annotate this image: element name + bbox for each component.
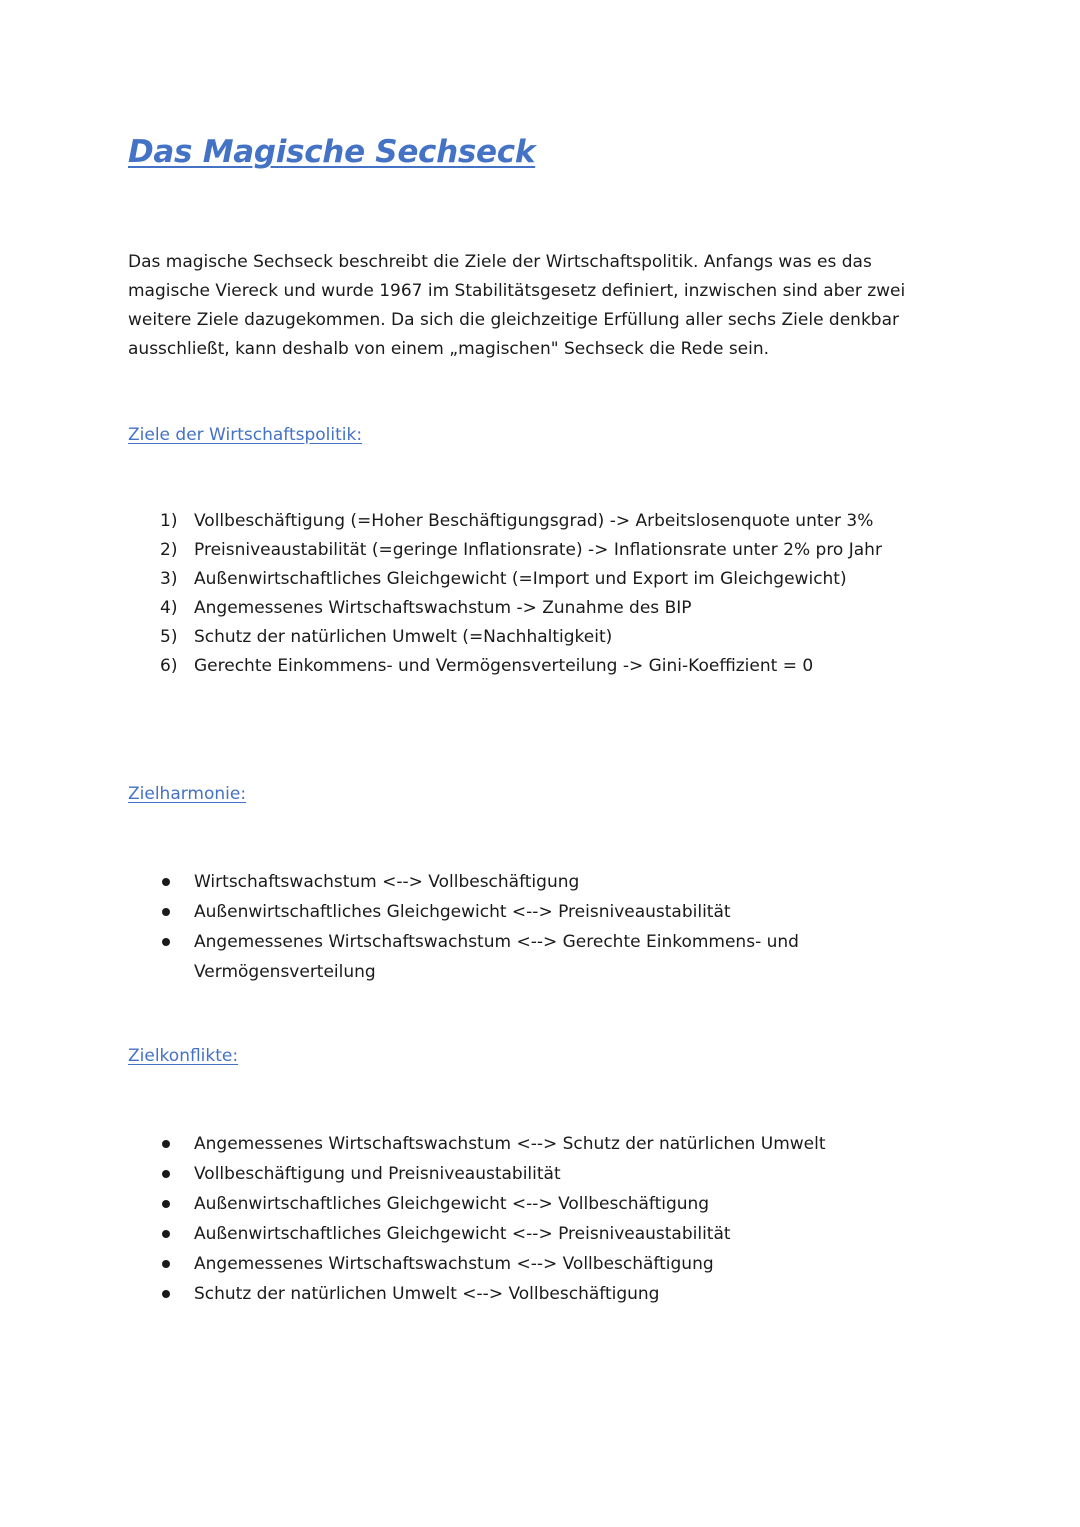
list-item-text: Vollbeschäftigung (=Hoher Beschäftigungsgrad) -> Arbeitslosenquote unter 3% xyxy=(194,511,874,531)
heading-zielkonflikte: Zielkonflikte: xyxy=(128,1046,239,1066)
list-item-text: Preisniveaustabilität (=geringe Inflationsrate) -> Inflationsrate unter 2% pro Jahr xyxy=(194,540,882,560)
list-item-text: Angemessenes Wirtschaftswachstum -> Zunahme des BIP xyxy=(194,598,692,618)
page-title: Das Magische Sechseck xyxy=(128,134,536,170)
bullet-icon xyxy=(162,1140,170,1148)
list-item-text: Angemessenes Wirtschaftswachstum <--> Schutz der natürlichen Umwelt xyxy=(194,1134,826,1154)
bullet-icon xyxy=(162,938,170,946)
intro-line: ausschließt, kann deshalb von einem „magischen" Sechseck die Rede sein. xyxy=(128,339,770,359)
bullet-icon xyxy=(162,1230,170,1238)
list-item-text: Angemessenes Wirtschaftswachstum <--> Vollbeschäftigung xyxy=(194,1254,714,1274)
ziele-list xyxy=(160,507,882,681)
list-item xyxy=(160,1219,826,1249)
list-item-text: Schutz der natürlichen Umwelt <--> Vollbeschäftigung xyxy=(194,1284,660,1304)
intro-line: weitere Ziele dazugekommen. Da sich die gleichzeitige Erfüllung aller sechs Ziele denkbar xyxy=(128,310,899,330)
bullet-icon xyxy=(162,1170,170,1178)
list-item-text: Außenwirtschaftliches Gleichgewicht <--> Preisniveaustabilität xyxy=(194,902,731,922)
list-number: 5) xyxy=(160,627,178,647)
intro-line: Das magische Sechseck beschreibt die Ziele der Wirtschaftspolitik. Anfangs was es das xyxy=(128,252,872,272)
list-item xyxy=(160,536,882,565)
list-item-text: Angemessenes Wirtschaftswachstum <--> Gerechte Einkommens- und xyxy=(194,932,799,952)
bullet-icon xyxy=(162,1260,170,1268)
list-number: 3) xyxy=(160,569,178,589)
zielharmonie-list xyxy=(160,867,799,987)
list-number: 1) xyxy=(160,511,178,531)
bullet-icon xyxy=(162,908,170,916)
list-item xyxy=(160,507,882,536)
zielkonflikte-list xyxy=(160,1129,826,1309)
list-item xyxy=(160,623,882,652)
list-number: 6) xyxy=(160,656,178,676)
list-number: 2) xyxy=(160,540,178,560)
list-item-text: Außenwirtschaftliches Gleichgewicht (=Import und Export im Gleichgewicht) xyxy=(194,569,847,589)
list-number: 4) xyxy=(160,598,178,618)
intro-line: magische Viereck und wurde 1967 im Stabilitätsgesetz definiert, inzwischen sind aber zwei xyxy=(128,281,906,301)
list-item-text: Schutz der natürlichen Umwelt (=Nachhaltigkeit) xyxy=(194,627,613,647)
list-item xyxy=(160,1189,826,1219)
list-item xyxy=(160,1159,826,1189)
list-item xyxy=(160,652,882,681)
list-item-text: Außenwirtschaftliches Gleichgewicht <--> Vollbeschäftigung xyxy=(194,1194,710,1214)
list-item xyxy=(160,867,799,897)
list-item xyxy=(160,927,799,987)
bullet-icon xyxy=(162,878,170,886)
bullet-icon xyxy=(162,1290,170,1298)
heading-zielharmonie: Zielharmonie: xyxy=(128,784,247,804)
list-item xyxy=(160,1279,826,1309)
list-item xyxy=(160,897,799,927)
list-item-text: Außenwirtschaftliches Gleichgewicht <--> Preisniveaustabilität xyxy=(194,1224,731,1244)
list-item xyxy=(160,594,882,623)
list-item xyxy=(160,1129,826,1159)
list-item-continuation: Vermögensverteilung xyxy=(194,962,376,982)
list-item-text: Gerechte Einkommens- und Vermögensverteilung -> Gini-Koeffizient = 0 xyxy=(194,656,814,676)
intro-paragraph xyxy=(128,248,948,364)
list-item-text: Wirtschaftswachstum <--> Vollbeschäftigung xyxy=(194,872,580,892)
heading-ziele: Ziele der Wirtschaftspolitik: xyxy=(128,425,363,445)
list-item xyxy=(160,565,882,594)
bullet-icon xyxy=(162,1200,170,1208)
list-item xyxy=(160,1249,826,1279)
list-item-text: Vollbeschäftigung und Preisniveaustabilität xyxy=(194,1164,561,1184)
